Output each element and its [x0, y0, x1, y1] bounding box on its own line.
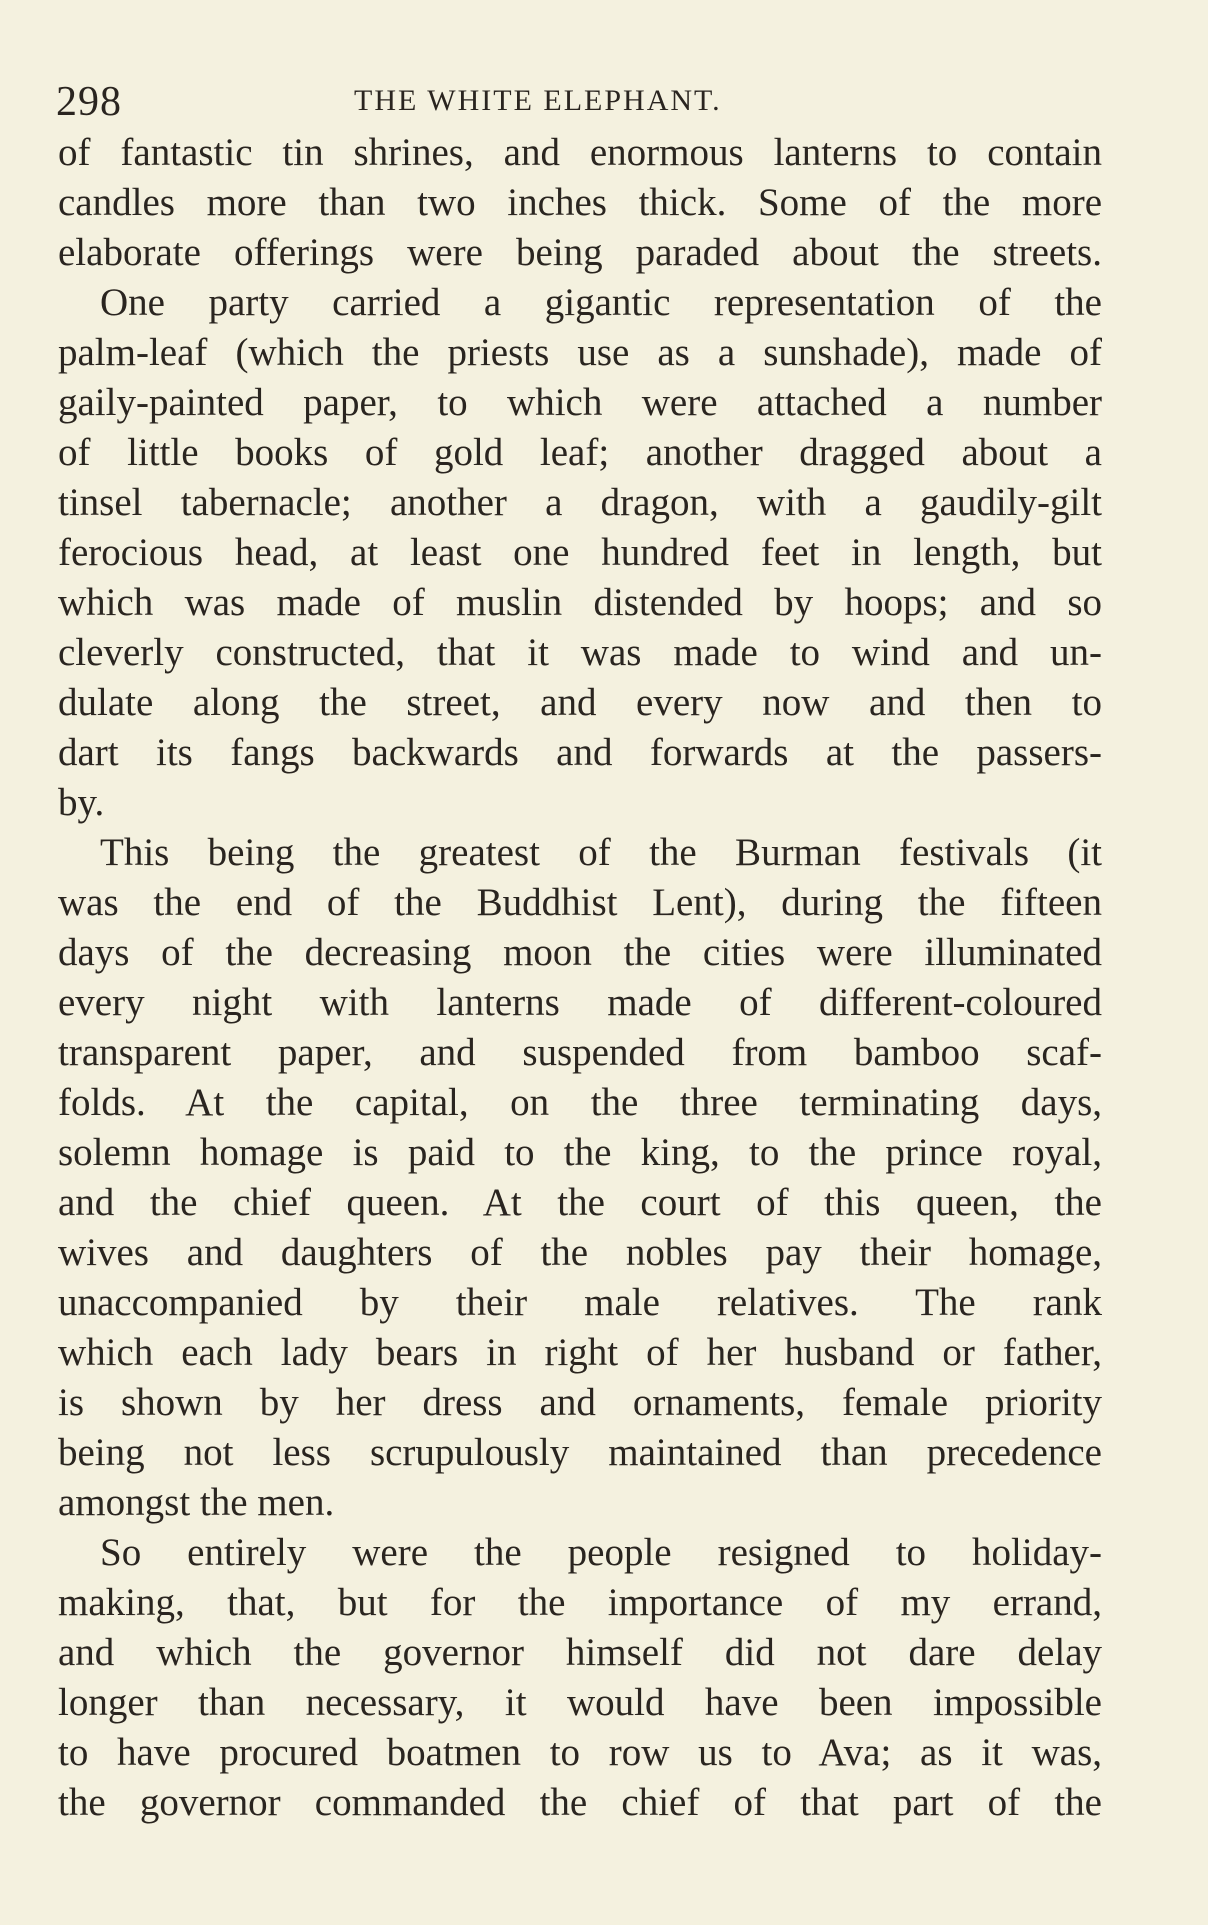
page-number: 298 — [56, 79, 122, 125]
text-line: which each lady bears in right of her husband or father, — [58, 1331, 1102, 1374]
text-line: being not less scrupulously maintained than precedence — [58, 1431, 1102, 1474]
text-line: the governor commanded the chief of that part of the — [58, 1781, 1102, 1824]
text-line: of little books of gold leaf; another dragged about a — [58, 431, 1102, 474]
text-line: palm-leaf (which the priests use as a sunshade), made of — [58, 331, 1102, 374]
text-line: longer than necessary, it would have been impossible — [58, 1681, 1102, 1724]
text-line: of fantastic tin shrines, and enormous lanterns to contain — [58, 131, 1102, 174]
text-line: wives and daughters of the nobles pay their homage, — [58, 1231, 1102, 1274]
text-line: unaccompanied by their male relatives. The rank — [58, 1281, 1102, 1324]
text-line: tinsel tabernacle; another a dragon, with a gaudily-gilt — [58, 481, 1102, 524]
text-line: was the end of the Buddhist Lent), during the fifteen — [58, 881, 1102, 924]
text-line: days of the decreasing moon the cities were illuminated — [58, 931, 1102, 974]
text-line: which was made of muslin distended by hoops; and so — [58, 581, 1102, 624]
text-line: transparent paper, and suspended from bamboo scaf- — [58, 1031, 1102, 1074]
text-line: This being the greatest of the Burman festivals (it — [100, 831, 1102, 874]
text-line: and which the governor himself did not dare delay — [58, 1631, 1102, 1674]
text-line: One party carried a gigantic representation of the — [100, 281, 1102, 324]
text-line: by. — [58, 781, 105, 824]
page-header — [56, 78, 1106, 128]
text-line: folds. At the capital, on the three terminating days, — [58, 1081, 1102, 1124]
running-title: THE WHITE ELEPHANT. — [354, 84, 722, 117]
text-line: to have procured boatmen to row us to Ava; as it was, — [58, 1731, 1102, 1774]
text-line: gaily-painted paper, to which were attached a number — [58, 381, 1102, 424]
text-line: solemn homage is paid to the king, to the prince royal, — [58, 1131, 1102, 1174]
text-line: and the chief queen. At the court of this queen, the — [58, 1181, 1102, 1224]
text-line: elaborate offerings were being paraded about the streets. — [58, 231, 1102, 274]
text-line: every night with lanterns made of different-coloured — [58, 981, 1102, 1024]
text-line: ferocious head, at least one hundred feet in length, but — [58, 531, 1102, 574]
text-line: dart its fangs backwards and forwards at the passers- — [58, 731, 1102, 774]
text-line: cleverly constructed, that it was made to wind and un- — [58, 631, 1102, 674]
text-line: candles more than two inches thick. Some of the more — [58, 181, 1102, 224]
text-line: dulate along the street, and every now and then to — [58, 681, 1102, 724]
text-line: is shown by her dress and ornaments, female priority — [58, 1381, 1102, 1424]
text-line: So entirely were the people resigned to holiday- — [100, 1531, 1102, 1574]
text-line: making, that, but for the importance of my errand, — [58, 1581, 1102, 1624]
text-line: amongst the men. — [58, 1481, 335, 1524]
